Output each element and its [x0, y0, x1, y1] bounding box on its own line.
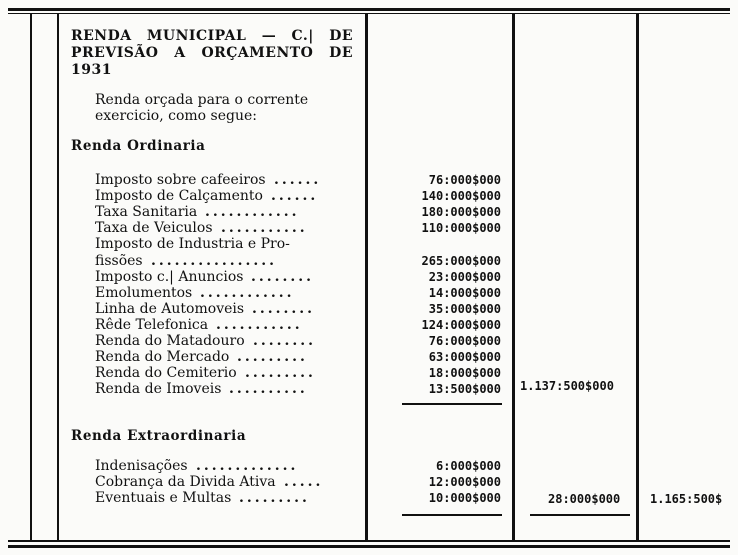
leader-dots: ...... — [271, 188, 319, 205]
item-label: Indenisações — [95, 458, 188, 474]
item-value: 265:000$000 — [421, 253, 501, 268]
section-heading-ordinaria: Renda Ordinaria — [71, 138, 206, 154]
item-label: Eventuais e Multas — [95, 490, 232, 507]
item-label: Renda do Mercado — [95, 349, 230, 366]
ordinaria-row — [95, 381, 505, 397]
item-value: 14:000$000 — [428, 285, 501, 300]
item-value: 63:000$000 — [428, 350, 501, 365]
column-line-left-inner — [57, 14, 59, 540]
item-label: Imposto de Calçamento — [95, 188, 263, 205]
subtotal-rule-ordinaria — [402, 403, 502, 405]
item-value: 35:000$000 — [428, 301, 501, 316]
item-value: 10:000$000 — [428, 491, 501, 506]
ordinaria-row — [95, 349, 505, 365]
extraordinaria-row — [95, 490, 505, 506]
ordinaria-row — [95, 172, 505, 188]
item-value: 6:000$000 — [435, 459, 501, 473]
item-label: Emolumentos — [95, 284, 193, 301]
leader-dots: ..... — [284, 474, 324, 491]
item-value: 180:000$000 — [421, 205, 501, 220]
column-line-left — [30, 14, 32, 540]
item-value: 12:000$000 — [428, 475, 501, 490]
item-label: Taxa de Veiculos — [95, 220, 213, 237]
item-label: Cobrança da Divida Ativa — [95, 474, 276, 491]
item-label: Rêde Telefonica — [95, 316, 209, 333]
column-line-subtotal — [512, 14, 515, 540]
ordinaria-row — [95, 188, 505, 204]
item-label: Renda do Matadouro — [95, 333, 245, 349]
leader-dots: ........... — [216, 316, 303, 333]
leader-dots: ......... — [245, 365, 316, 382]
ordinaria-row — [95, 220, 505, 236]
leader-dots: ........ — [251, 268, 314, 285]
leader-dots: ................ — [151, 252, 277, 269]
ordinaria-row — [95, 365, 505, 381]
ordinaria-row — [95, 236, 505, 252]
column-line-total — [636, 14, 639, 540]
leader-dots: ......... — [237, 349, 308, 366]
leader-dots: .......... — [229, 381, 308, 398]
leader-dots: ........ — [253, 333, 316, 349]
subtotal-rule-extraordinaria — [402, 514, 502, 516]
leader-dots: ............. — [196, 458, 299, 474]
leader-dots: ............ — [205, 204, 300, 221]
item-value: 76:000$000 — [428, 334, 501, 348]
item-value: 18:000$000 — [428, 366, 501, 381]
ordinaria-row — [95, 204, 505, 220]
ordinaria-row — [95, 301, 505, 317]
grand-total: 1.165:500$ — [650, 492, 723, 506]
extraordinaria-row — [95, 458, 505, 474]
ordinaria-row — [95, 333, 505, 349]
total-rule-extraordinaria — [530, 514, 630, 516]
leader-dots: ......... — [239, 490, 310, 507]
item-value: 13:500$000 — [428, 382, 501, 397]
ordinaria-row — [95, 317, 505, 333]
item-label: Imposto de Industria e Pro- — [95, 236, 290, 253]
item-label: Renda do Cemiterio — [95, 365, 237, 382]
item-value: 124:000$000 — [421, 317, 501, 332]
intro-text: Renda orçada para o corrente exercicio, como segue: — [95, 92, 309, 124]
top-rule-thin — [8, 13, 730, 14]
ordinaria-row — [95, 285, 505, 301]
leader-dots: ........... — [221, 220, 308, 237]
section-heading-extraordinaria: Renda Extraordinaria — [71, 428, 247, 444]
item-label: Taxa Sanitaria — [95, 204, 198, 221]
leader-dots: ............ — [200, 284, 295, 301]
leader-dots: ........ — [252, 300, 315, 317]
bottom-rule-thick — [8, 545, 730, 548]
top-rule — [8, 8, 730, 11]
item-label: Linha de Automoveis — [95, 300, 245, 317]
item-label: fissões — [95, 252, 143, 269]
item-label: Renda de Imoveis — [95, 381, 222, 398]
document-title: RENDA MUNICIPAL — C.| DE PREVISÃO A ORÇAMENTO DE 1931 — [71, 28, 353, 78]
item-value: 140:000$000 — [421, 189, 501, 204]
item-value: 23:000$000 — [428, 269, 501, 284]
ordinaria-row — [95, 269, 505, 285]
extraordinaria-row — [95, 474, 505, 490]
ordinaria-total: 1.137:500$000 — [520, 379, 614, 393]
item-value: 76:000$000 — [428, 173, 501, 187]
leader-dots: ...... — [274, 172, 322, 188]
bottom-rule — [8, 540, 730, 542]
item-label: Imposto c.| Anuncios — [95, 268, 244, 285]
item-value: 110:000$000 — [421, 221, 501, 236]
extraordinaria-total: 28:000$000 — [548, 492, 621, 506]
ordinaria-row — [95, 253, 505, 269]
item-label: Imposto sobre cafeeiros — [95, 172, 266, 188]
